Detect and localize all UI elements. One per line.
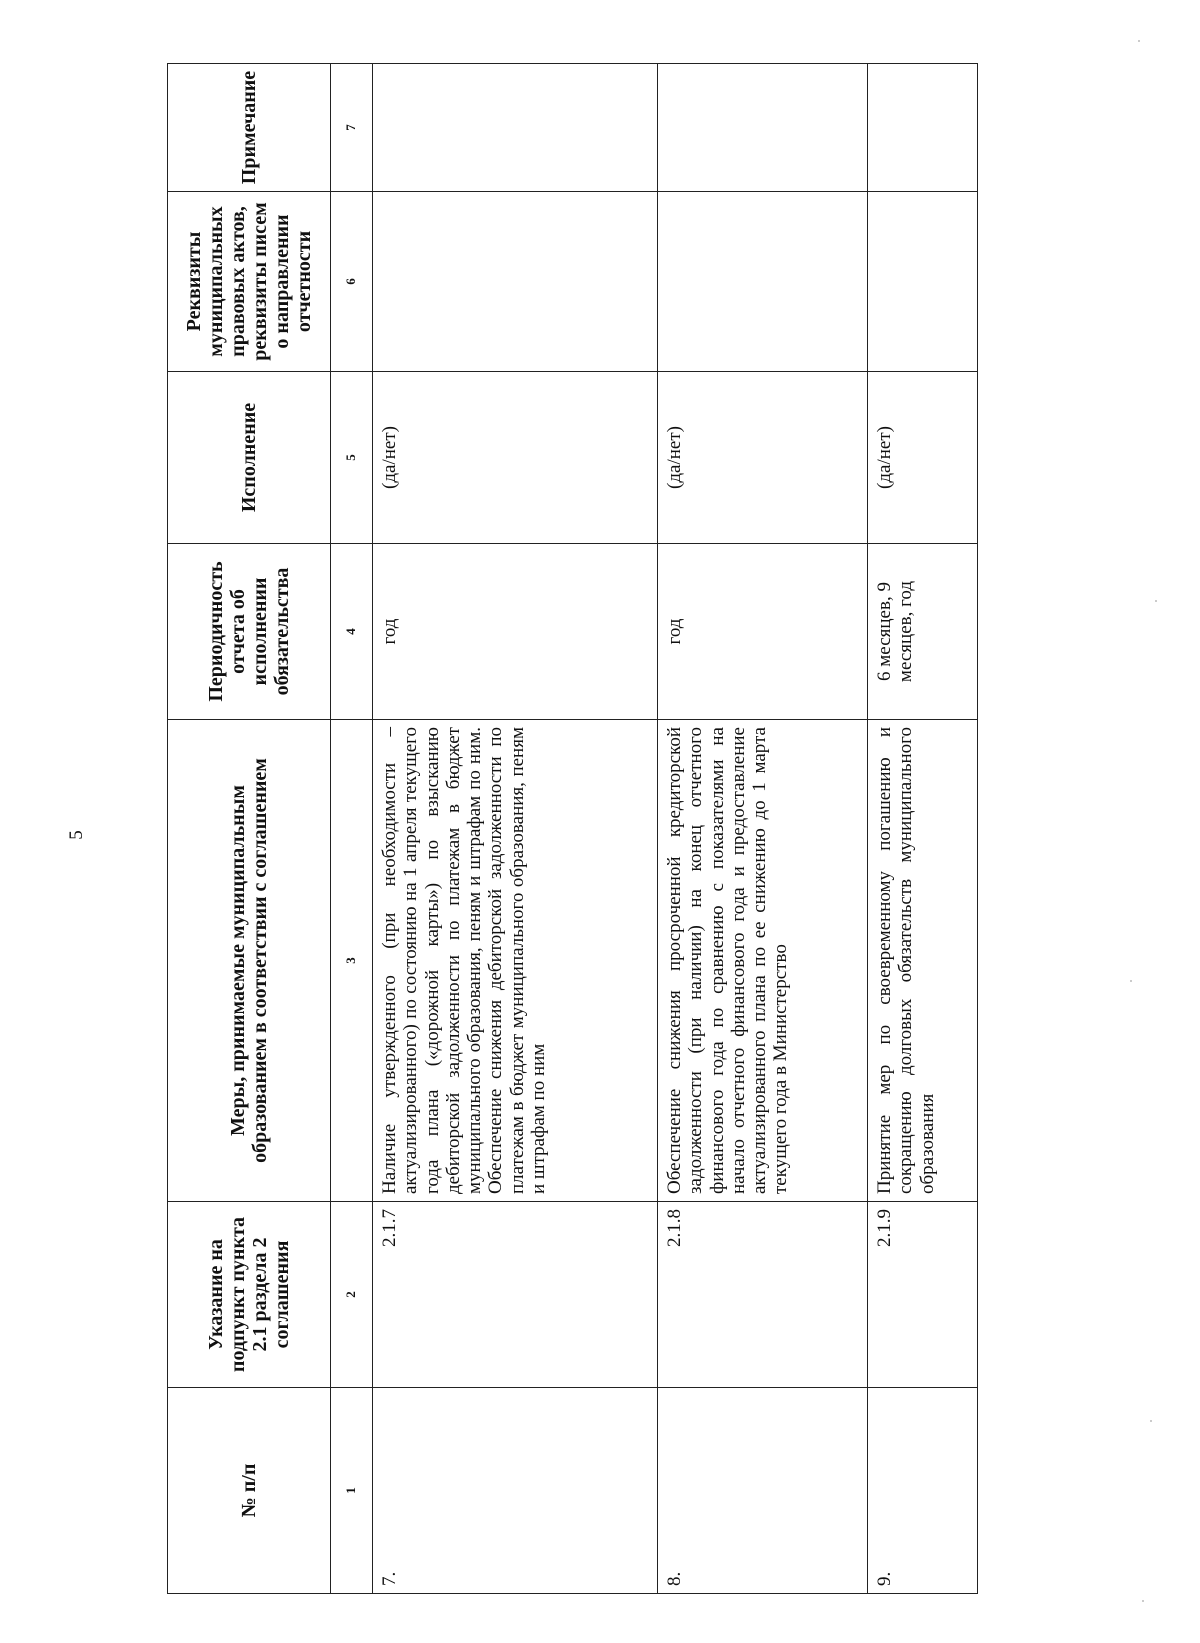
requisites-cell (658, 192, 868, 372)
note-cell (658, 64, 868, 192)
note-cell (868, 64, 978, 192)
page-number: 5 (65, 830, 87, 840)
column-number: 6 (331, 192, 373, 372)
header-cell-requisites: Реквизиты муниципальных правовых актов, реквизиты писем о направлении отчетности (168, 192, 331, 372)
header-cell-ref: Указание на подпункт пункта 2.1 раздела 2 соглашения (168, 1202, 331, 1388)
scan-speck (1142, 1600, 1144, 1602)
header-cell-num: № п/п (168, 1388, 331, 1594)
subclause-ref: 2.1.8 (658, 1202, 868, 1388)
report-period: год (658, 544, 868, 720)
row-number: 8. (658, 1388, 868, 1594)
header-cell-execution: Исполнение (168, 372, 331, 544)
measure-text: Наличие утвержденного (при необходимости – актуализированного) по состоянию на 1 апреля текущего года плана («дорожной карты») по взысканию дебиторской задолженности по платежам в бюджет муниципального образования, пеням и штрафам по ним. Обеспечение снижения дебиторской задолженности по платежам в бюджет муниципального образования, пеням и штрафам по ним (373, 720, 658, 1202)
row-number: 7. (373, 1388, 658, 1594)
column-number: 2 (331, 1202, 373, 1388)
header-cell-period: Периодичность отчета об исполнении обязательства (168, 544, 331, 720)
obligations-table (167, 63, 978, 1594)
row-number: 9. (868, 1388, 978, 1594)
rotated-table-wrapper (167, 64, 977, 1594)
column-number: 1 (331, 1388, 373, 1594)
table-row (373, 64, 658, 1594)
header-cell-measures: Меры, принимаемые муниципальным образованием в соответствии с соглашением (168, 720, 331, 1202)
report-period: 6 месяцев, 9 месяцев, год (868, 544, 978, 720)
column-number: 4 (331, 544, 373, 720)
scan-speck (1138, 40, 1140, 42)
scan-speck (1130, 980, 1132, 982)
column-number: 3 (331, 720, 373, 1202)
scan-speck (1150, 1420, 1152, 1422)
scan-speck (1155, 600, 1157, 602)
report-period: год (373, 544, 658, 720)
column-number: 5 (331, 372, 373, 544)
requisites-cell (868, 192, 978, 372)
execution-status: (да/нет) (868, 372, 978, 544)
measure-text: Обеспечение снижения просроченной кредиторской задолженности (при наличии) на конец отчетного финансового года по сравнению с показателями на начало отчетного финансового года и предоставление актуализированного плана по ее снижению до 1 марта текущего года в Министерство (658, 720, 868, 1202)
header-row (168, 64, 331, 1594)
note-cell (373, 64, 658, 192)
header-cell-note: Примечание (168, 64, 331, 192)
subclause-ref: 2.1.9 (868, 1202, 978, 1388)
column-number: 7 (331, 64, 373, 192)
column-number-row (331, 64, 373, 1594)
table-row (658, 64, 868, 1594)
table-row (868, 64, 978, 1594)
execution-status: (да/нет) (373, 372, 658, 544)
execution-status: (да/нет) (658, 372, 868, 544)
measure-text: Принятие мер по своевременному погашению и сокращению долговых обязательств муниципального образования (868, 720, 978, 1202)
requisites-cell (373, 192, 658, 372)
subclause-ref: 2.1.7 (373, 1202, 658, 1388)
